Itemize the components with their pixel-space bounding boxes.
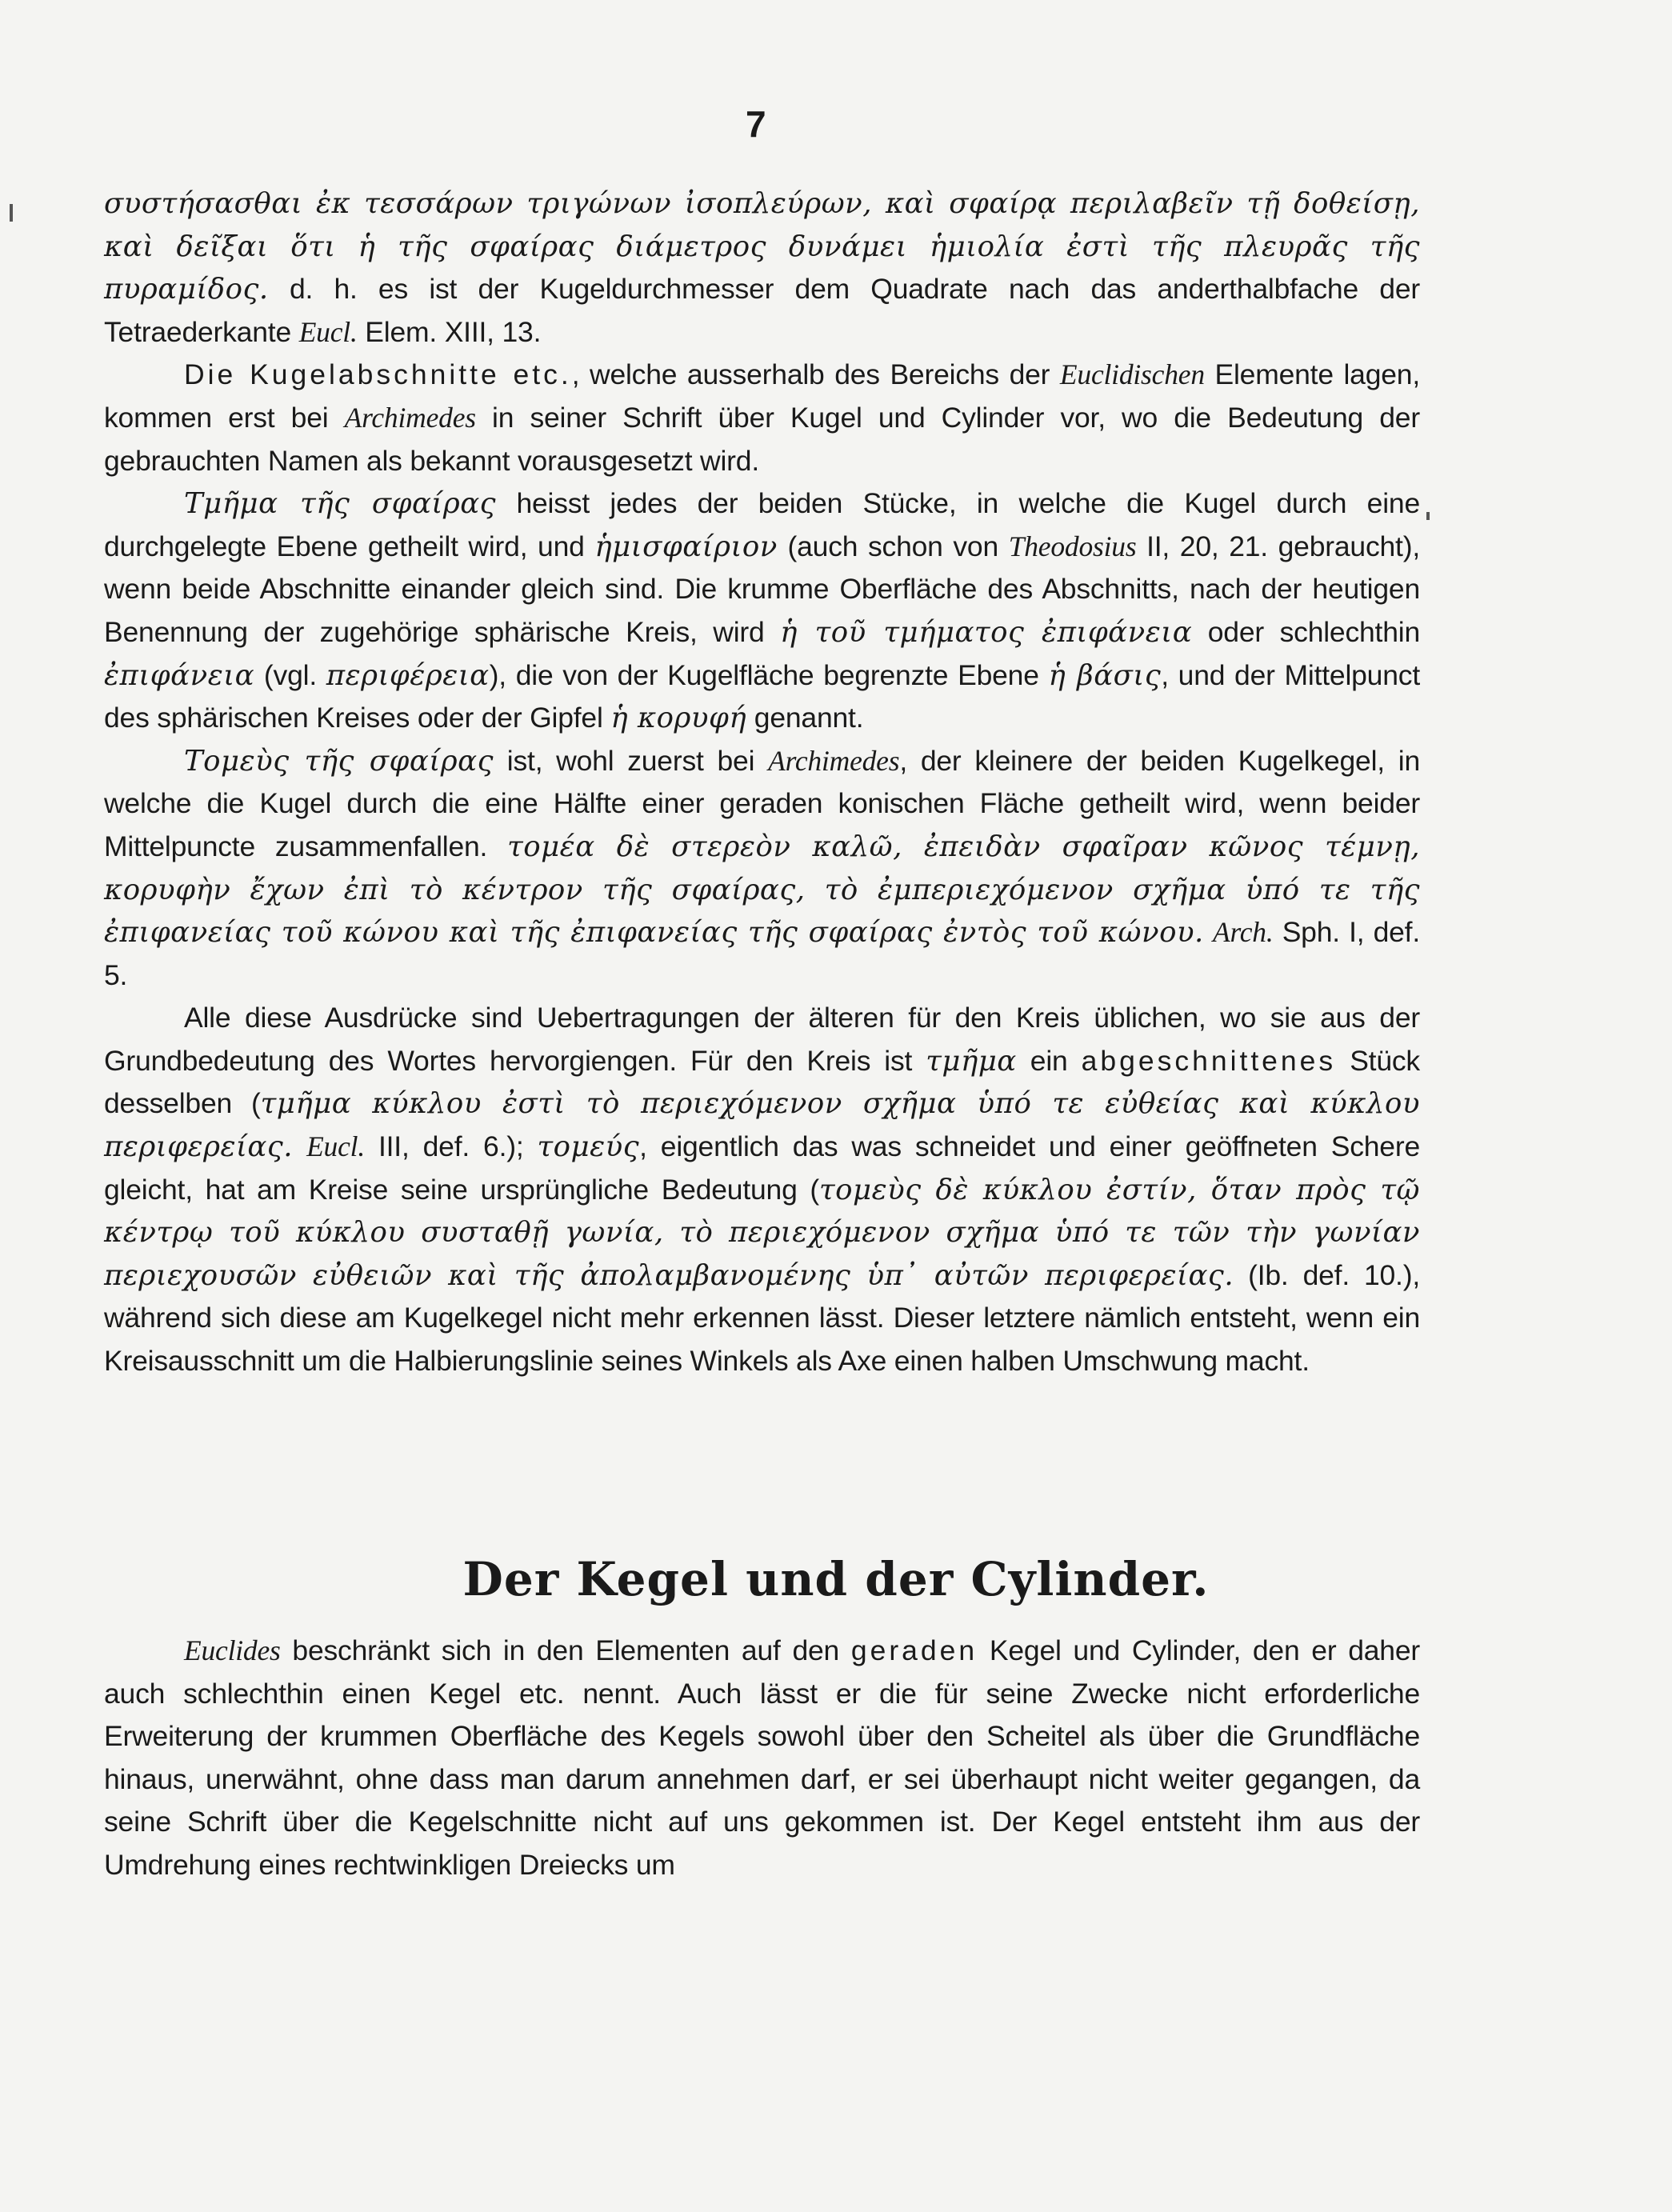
text-run: Τομεὺς τῆς σφαίρας (184, 744, 494, 778)
text-run: περιφέρεια (326, 658, 490, 692)
text-run: Alle diese Ausdrücke sind Uebertragungen der älteren für den Kreis üblichen, wo sie aus der Grundbedeutung des Wortes hervorgiengen. Für den Kreis ist (104, 1002, 1420, 1077)
text-run: III, def. 6.); (365, 1130, 538, 1163)
text-run: Euclides (184, 1634, 281, 1666)
text-run (293, 1130, 306, 1162)
text-run: Eucl. (306, 1130, 365, 1163)
margin-mark (1426, 512, 1430, 520)
paragraph (104, 1630, 1420, 1887)
text-run: Kegel und Cylinder, den er daher auch schlechthin einen Kegel etc. nennt. Auch lässt er die für seine Zwecke nicht erforderliche Erweiterung der krummen Oberfläche des Kegels sowohl über den Scheitel als über die Grundfläche hinaus, unerwähnt, ohne dass man darum annehmen darf, er sei überhaupt nicht weiter gegangen, da seine Schrift über die Kegelschnitte nicht auf uns gekommen ist. Der Kegel entsteht ihm aus der Umdrehung eines rechtwinkligen Dreiecks um (104, 1634, 1420, 1881)
text-run: Eucl. (298, 315, 358, 348)
text-run: genannt. (746, 702, 864, 734)
section-heading: Der Kegel und der Cylinder. (462, 1552, 1210, 1606)
text-run: , eigentlich das was schneidet und einer geöffneten Schere gleicht, hat am Kreise seine ursprüngliche Bedeutung ( (104, 1130, 1421, 1206)
text-run: τομέα δὲ στερεὸν καλῶ, ἐπειδὰν σφαῖραν κῶνος τέμνῃ, κορυφὴν ἔχων ἐπὶ τὸ κέντρον τῆς σφαίρας, τὸ ἐμπεριεχόμενον σχῆμα ὑπό τε τῆς ἐπιφανείας τοῦ κώνου καὶ τῆς ἐπιφανείας τῆς σφαίρας ἐντὸς τοῦ κώνου. (104, 830, 1420, 950)
text-run: d. h. es ist der Kugeldurchmesser dem Quadrate nach das anderthalbfache der Tetraederkante (104, 273, 1420, 348)
text-run: Elem. XIII, 13. (357, 315, 542, 348)
text-run: Stück desselben ( (104, 1044, 1420, 1120)
section-text (104, 182, 1420, 1383)
text-run: τομεύς (537, 1130, 640, 1164)
text-run: ἐπιφάνεια (104, 658, 255, 692)
paragraph (104, 482, 1420, 740)
paragraph (104, 997, 1420, 1382)
text-run: , der kleinere der beiden Kugelkegel, in welche die Kugel durch die eine Hälfte einer geraden konischen Fläche getheilt wird, wenn beider Mittelpuncte zusammenfallen. (104, 744, 1420, 862)
text-run: ἡ κορυφή (610, 702, 747, 735)
text-run: heisst jedes der beiden Stücke, in welche die Kugel durch eine durchgelegte Ebene getheilt wird, und (104, 487, 1420, 562)
text-run: τμῆμα κύκλου ἐστὶ τὸ περιεχόμενον σχῆμα ὑπό τε εὐθείας καὶ κύκλου περιφερείας. (104, 1087, 1420, 1164)
text-run: Die Kugelabschnitte etc. (184, 358, 572, 391)
text-run: συστήσασθαι ἐκ τεσσάρων τριγώνων ἰσοπλεύρων, καὶ σφαίρᾳ περιλαβεῖν τῇ δοθείσῃ, καὶ δεῖξαι ὅτι ἡ τῆς σφαίρας διάμετρος δυνάμει ἡμιολία ἐστὶ τῆς πλευρᾶς τῆς πυραμίδος. (104, 187, 1420, 306)
text-run: Archimedes (344, 401, 476, 434)
paragraph (104, 354, 1420, 482)
text-run: geraden (850, 1634, 978, 1666)
text-run: Archimedes (768, 744, 900, 777)
text-run: Sph. I, def. 5. (104, 916, 1420, 991)
text-run: Τμῆμα τῆς σφαίρας (184, 487, 497, 521)
text-run: τμῆμα (926, 1044, 1017, 1078)
text-run: Euclidischen (1059, 358, 1205, 391)
section-text (104, 1630, 1420, 1887)
text-run: ἡμισφαίριον (594, 530, 778, 563)
text-run: ἡ τοῦ τμήματος ἐπιφάνεια (780, 615, 1193, 649)
text-run: ist, wohl zuerst bei (494, 744, 769, 777)
text-run: II, 20, 21. gebraucht), wenn beide Abschnitte einander gleich sind. Die krumme Oberfläche des Abschnitts, nach der heutigen Benennung der zugehörige sphärische Kreis, wird (104, 530, 1420, 648)
text-run: in seiner Schrift über Kugel und Cylinder vor, wo die Bedeutung der gebrauchten Namen als bekannt vorausgesetzt wird. (104, 401, 1420, 477)
text-run: , welche ausserhalb des Bereichs der (571, 358, 1060, 391)
text-run: abgeschnittenes (1081, 1044, 1337, 1077)
text-run: oder schlechthin (1192, 615, 1420, 648)
text-run: ), die von der Kugelfläche begrenzte Ebene (489, 658, 1049, 691)
text-run: τομεὺς δὲ κύκλου ἐστίν, ὅταν πρὸς τῷ κέντρῳ τοῦ κύκλου συσταθῇ γωνία, τὸ περιεχόμενον σχῆμα ὑπό τε τῶν τὴν γωνίαν περιεχουσῶν εὐθειῶν καὶ τῆς ἀπολαμβανομένης ὑπ᾽ αὐτῶν περιφερείας. (104, 1173, 1420, 1292)
text-run: (vgl. (254, 658, 326, 691)
text-run: Theodosius (1008, 530, 1137, 562)
paragraph (104, 182, 1420, 354)
text-run: , und der Mittelpunct des sphärischen Kreises oder der Gipfel (104, 658, 1420, 734)
text-run: ἡ βάσις (1048, 658, 1162, 692)
text-run: beschränkt sich in den Elementen auf den (280, 1634, 851, 1666)
text-run: Arch. (1212, 916, 1274, 949)
text-run: Elemente lagen, kommen erst bei (104, 358, 1420, 434)
paragraph (104, 740, 1420, 998)
text-run: ein (1016, 1044, 1082, 1077)
text-run: (auch schon von (777, 530, 1009, 562)
text-run: (Ib. def. 10.), während sich diese am Kugelkegel nicht mehr erkennen lässt. Dieser letztere nämlich entsteht, wenn ein Kreisausschnitt um die Halbierungslinie seines Winkels als Axe einen halben Umschwung macht. (104, 1258, 1420, 1378)
text-run (1204, 916, 1213, 948)
page-number: 7 (746, 103, 766, 145)
margin-mark (10, 204, 13, 222)
